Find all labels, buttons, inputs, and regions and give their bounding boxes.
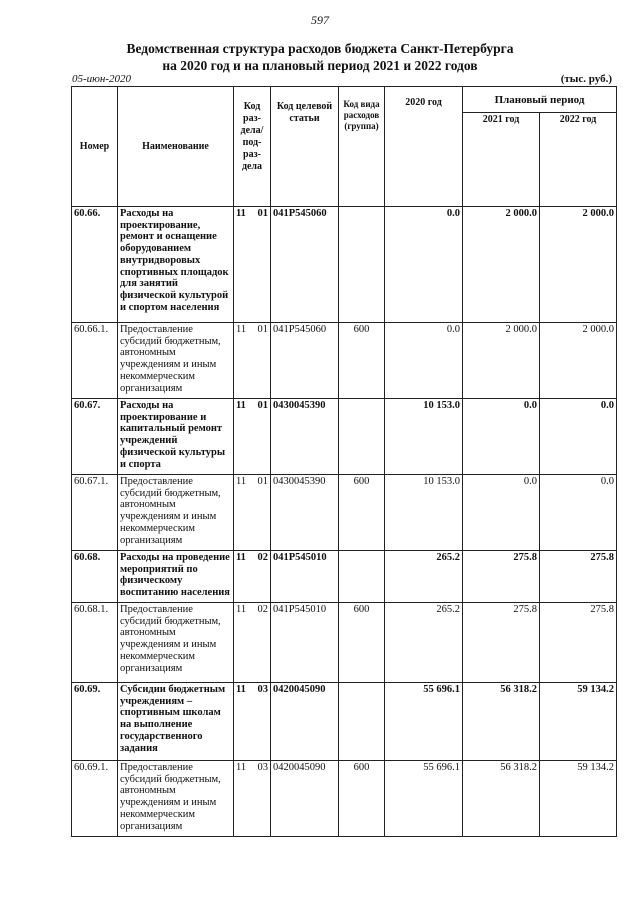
row-number: 60.66.	[72, 207, 118, 323]
row-value-2020: 265.2	[385, 551, 463, 603]
row-number: 60.66.1.	[72, 323, 118, 399]
row-number: 60.68.1.	[72, 603, 118, 683]
row-number: 60.67.1.	[72, 475, 118, 551]
row-expense-type-code: 600	[339, 475, 385, 551]
row-value-2020: 55 696.1	[385, 761, 463, 837]
row-name: Расходы на проведение мероприятий по физическому воспитанию населения	[118, 551, 234, 603]
table-row	[72, 399, 617, 475]
header-2020: 2020 год	[385, 87, 463, 207]
table-header	[72, 87, 617, 207]
row-name: Расходы на проектирование, ремонт и оснащение оборудованием внутридворовых спортивных площадок для занятий физической культурой и спортом населения	[118, 207, 234, 323]
row-value-2022: 275.8	[540, 551, 617, 603]
row-target-code: 0420045090	[271, 683, 339, 761]
subsection-code: 02	[257, 604, 268, 615]
section-code: 11	[236, 208, 246, 219]
header-2022: 2022 год	[540, 113, 617, 207]
header-expense-type-code: Код вида расходов (группа)	[339, 87, 385, 207]
table-row	[72, 683, 617, 761]
row-value-2022: 59 134.2	[540, 683, 617, 761]
table-row	[72, 603, 617, 683]
section-code: 11	[236, 476, 247, 487]
row-value-2021: 0.0	[463, 399, 540, 475]
row-name: Предоставление субсидий бюджетным, автономным учреждениям и иным некоммерческим организациям	[118, 761, 234, 837]
row-value-2021: 2 000.0	[463, 207, 540, 323]
row-value-2021: 56 318.2	[463, 683, 540, 761]
section-code: 11	[236, 400, 246, 411]
section-code: 11	[236, 762, 247, 773]
row-section-code	[234, 399, 271, 475]
row-name: Расходы на проектирование и капитальный ремонт учреждений физической культуры и спорта	[118, 399, 234, 475]
header-number: Номер	[72, 87, 118, 207]
section-code: 11	[236, 552, 246, 563]
row-value-2021: 275.8	[463, 603, 540, 683]
document-date: 05-июн-2020	[72, 73, 132, 85]
page-number: 597	[311, 13, 329, 27]
header-name: Наименование	[118, 87, 234, 207]
row-value-2022: 0.0	[540, 475, 617, 551]
header-planned-period: Плановый период	[463, 87, 617, 113]
header-2021: 2021 год	[463, 113, 540, 207]
row-value-2020: 10 153.0	[385, 475, 463, 551]
title-line-1: Ведомственная структура расходов бюджета Санкт-Петербурга	[126, 41, 514, 56]
row-section-code	[234, 603, 271, 683]
row-value-2020: 10 153.0	[385, 399, 463, 475]
row-section-code	[234, 475, 271, 551]
row-section-code	[234, 207, 271, 323]
row-name: Предоставление субсидий бюджетным, автономным учреждениям и иным некоммерческим организациям	[118, 475, 234, 551]
row-value-2020: 55 696.1	[385, 683, 463, 761]
row-expense-type-code	[339, 207, 385, 323]
row-number: 60.69.1.	[72, 761, 118, 837]
table-row	[72, 761, 617, 837]
row-value-2022: 0.0	[540, 399, 617, 475]
row-name: Предоставление субсидий бюджетным, автономным учреждениям и иным некоммерческим организациям	[118, 603, 234, 683]
budget-table	[71, 86, 617, 837]
section-code: 11	[236, 324, 247, 335]
row-section-code	[234, 551, 271, 603]
row-value-2020: 0.0	[385, 207, 463, 323]
row-target-code: 0430045390	[271, 475, 339, 551]
row-value-2022: 2 000.0	[540, 323, 617, 399]
row-number: 60.68.	[72, 551, 118, 603]
row-value-2021: 275.8	[463, 551, 540, 603]
subsection-code: 01	[257, 400, 268, 411]
title-line-2: на 2020 год и на плановый период 2021 и 2022 годов	[162, 58, 478, 73]
row-expense-type-code: 600	[339, 323, 385, 399]
row-target-code: 041P545060	[271, 207, 339, 323]
row-target-code: 041P545060	[271, 323, 339, 399]
row-section-code	[234, 683, 271, 761]
document-title	[0, 40, 640, 74]
row-expense-type-code	[339, 399, 385, 475]
table-body	[72, 207, 617, 837]
row-value-2022: 2 000.0	[540, 207, 617, 323]
row-expense-type-code: 600	[339, 603, 385, 683]
section-code: 11	[236, 684, 246, 695]
row-target-code: 041P545010	[271, 603, 339, 683]
row-target-code: 041P545010	[271, 551, 339, 603]
row-value-2020: 0.0	[385, 323, 463, 399]
subsection-code: 01	[257, 208, 268, 219]
header-target-code: Код целевой статьи	[271, 87, 339, 207]
row-value-2021: 56 318.2	[463, 761, 540, 837]
units-label: (тыс. руб.)	[560, 73, 612, 85]
table-row	[72, 207, 617, 323]
row-section-code	[234, 323, 271, 399]
row-expense-type-code	[339, 551, 385, 603]
subsection-code: 01	[257, 324, 268, 335]
subsection-code: 03	[257, 684, 268, 695]
table-row	[72, 551, 617, 603]
subsection-code: 03	[257, 762, 268, 773]
row-expense-type-code	[339, 683, 385, 761]
row-name: Субсидии бюджетным учреждениям – спортивным школам на выполнение государственного задания	[118, 683, 234, 761]
table-row	[72, 323, 617, 399]
row-expense-type-code: 600	[339, 761, 385, 837]
row-name: Предоставление субсидий бюджетным, автономным учреждениям и иным некоммерческим организациям	[118, 323, 234, 399]
row-value-2021: 0.0	[463, 475, 540, 551]
row-number: 60.69.	[72, 683, 118, 761]
row-value-2020: 265.2	[385, 603, 463, 683]
row-value-2022: 275.8	[540, 603, 617, 683]
row-section-code	[234, 761, 271, 837]
row-target-code: 0420045090	[271, 761, 339, 837]
row-number: 60.67.	[72, 399, 118, 475]
header-section-code: Код раз-дела/ под-раз-дела	[234, 87, 271, 207]
section-code: 11	[236, 604, 247, 615]
table-row	[72, 475, 617, 551]
row-target-code: 0430045390	[271, 399, 339, 475]
row-value-2021: 2 000.0	[463, 323, 540, 399]
row-value-2022: 59 134.2	[540, 761, 617, 837]
subsection-code: 02	[257, 552, 268, 563]
subsection-code: 01	[257, 476, 268, 487]
